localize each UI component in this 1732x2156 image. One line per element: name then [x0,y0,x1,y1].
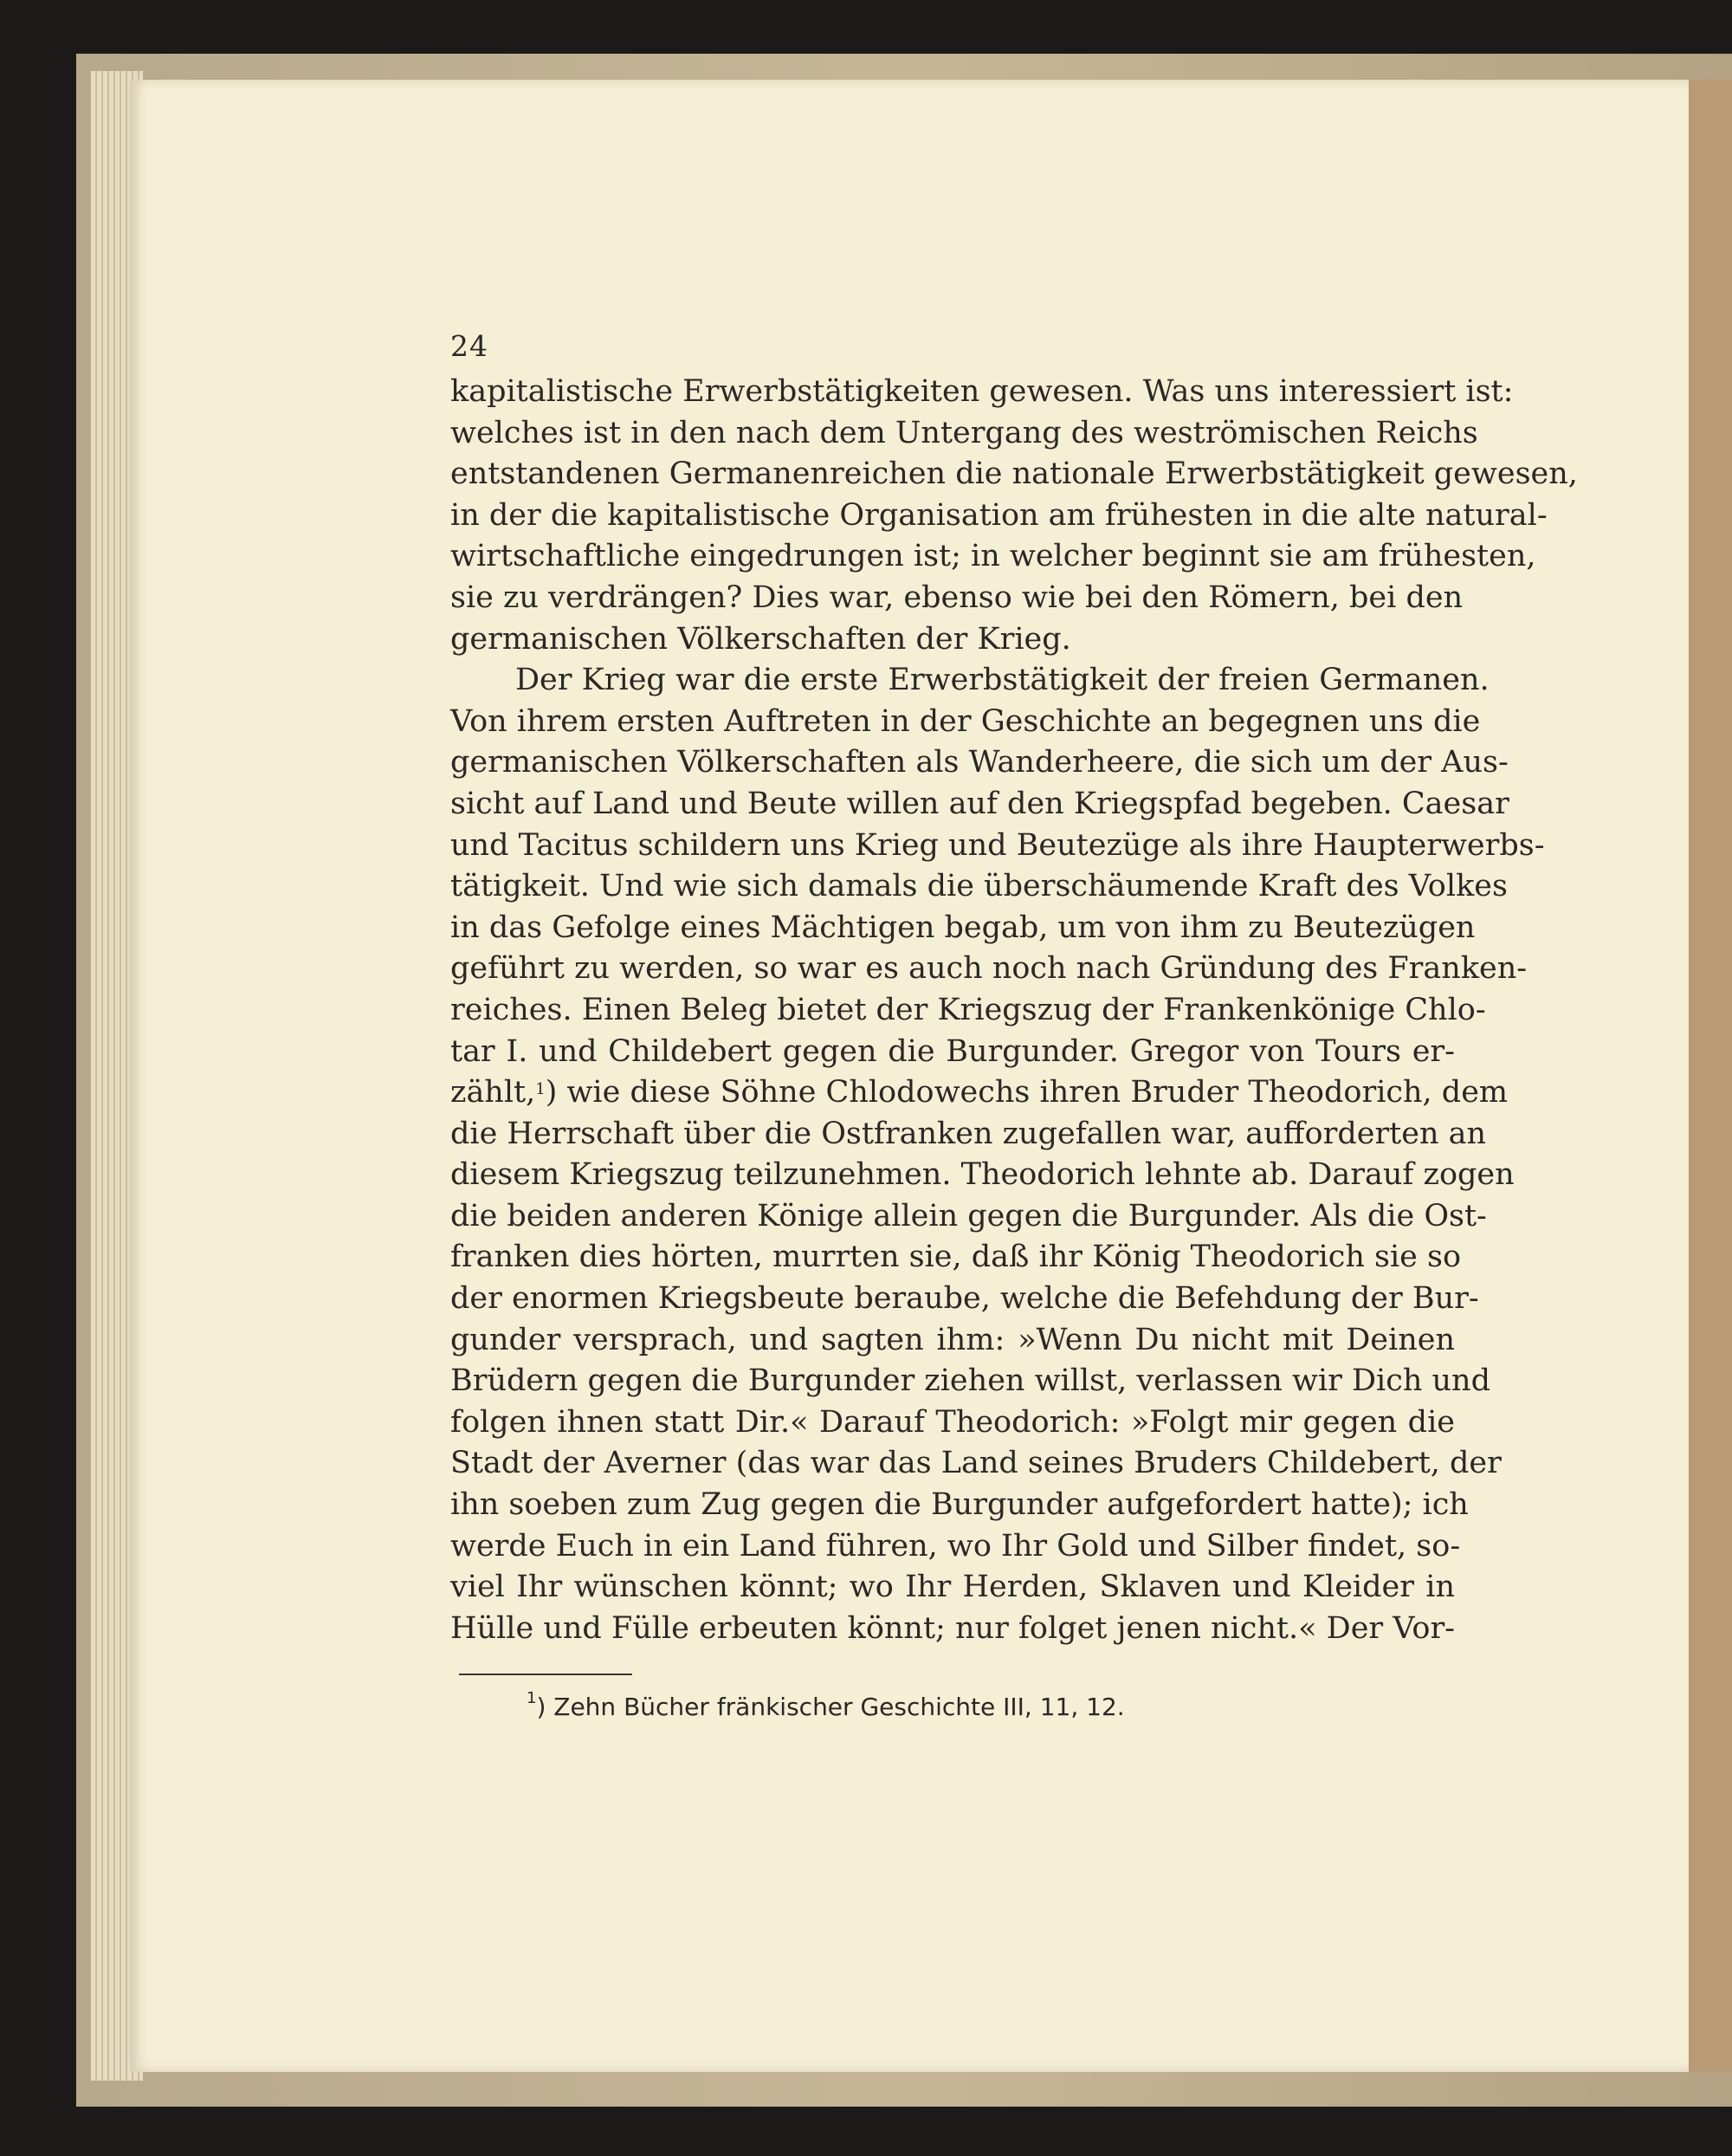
book-spine-edge [1687,80,1732,2072]
text-line: germanischen Völkerschaften der Krieg. [450,621,1071,657]
text-segment: zählt, [450,1075,536,1110]
text-line: ihn soeben zum Zug gegen die Burgunder aufgefordert hatte); ich [450,1487,1469,1523]
text-line: viel Ihr wünschen könnt; wo Ihr Herden, Sklaven und Kleider in [450,1570,1455,1605]
text-line: diesem Kriegszug teilzunehmen. Theodorich lehnte ab. Darauf zogen [450,1157,1515,1193]
text-line: Von ihrem ersten Auftreten in der Geschichte an begegnen uns die [450,703,1481,739]
text-line: welches ist in den nach dem Untergang des weströmischen Reichs [450,415,1478,450]
text-line: sicht auf Land und Beute willen auf den Kriegspfad begeben. Caesar [450,786,1509,821]
text-line: Brüdern gegen die Burgunder ziehen willst, verlassen wir Dich und [450,1363,1490,1399]
text-line: geführt zu werden, so war es auch noch nach Gründung des Franken- [450,951,1528,987]
footnote-text: ) Zehn Bücher fränkischer Geschichte III, 11, 12. [536,1693,1125,1722]
text-line: reiches. Einen Beleg bietet der Kriegszug der Frankenkönige Chlo- [450,992,1486,1027]
text-line: der enormen Kriegsbeute beraube, welche die Befehdung der Bur- [450,1281,1479,1317]
text-line: entstandenen Germanenreichen die nationale Erwerbstätigkeit gewesen, [450,456,1578,492]
text-line: und Tacitus schildern uns Krieg und Beutezüge als ihre Haupterwerbs- [450,827,1545,863]
text-line: Stadt der Averner (das war das Land seines Bruders Childebert, der [450,1446,1502,1481]
text-line: tätigkeit. Und wie sich damals die überschäumende Kraft des Volkes [450,869,1508,904]
text-line: die beiden anderen Könige allein gegen die Burgunder. Als die Ost- [450,1198,1487,1233]
footnote [527,1689,1455,1722]
text-line: werde Euch in ein Land führen, wo Ihr Gold und Silber findet, so- [450,1528,1461,1564]
footnote-divider [459,1674,632,1675]
paragraph-2 [450,660,1545,1649]
text-line: gunder versprach, und sagten ihm: »Wenn Du nicht mit Deinen [450,1322,1455,1357]
text-line: Der Krieg war die erste Erwerbstätigkeit der freien Germanen. [515,663,1490,698]
text-line: folgen ihnen statt Dir.« Darauf Theodorich: »Folgt mir gegen die [450,1404,1455,1440]
text-line: franken dies hörten, murrten sie, daß ihr König Theodorich sie so [450,1240,1462,1275]
text-line: wirtschaftliche eingedrungen ist; in welcher beginnt sie am frühesten, [450,539,1536,574]
text-line: die Herrschaft über die Ostfranken zugefallen war, aufforderten an [450,1116,1487,1151]
text-line: kapitalistische Erwerbstätigkeiten gewesen. Was uns interessiert ist: [450,374,1514,409]
page-number: 24 [450,329,488,363]
footnote-mark: 1 [527,1689,537,1708]
footnote-reference[interactable]: 1 [535,1080,546,1099]
text-line: Hülle und Fülle erbeuten könnt; nur folget jenen nicht.« Der Vor- [450,1610,1455,1646]
text-line-with-footnote [450,1072,1509,1114]
page-content [450,329,1578,1722]
text-line: germanischen Völkerschaften als Wanderheere, die sich um der Aus- [450,745,1509,780]
text-line: in das Gefolge eines Mächtigen begab, um von ihm zu Beutezügen [450,910,1476,945]
text-line: tar I. und Childebert gegen die Burgunder. Gregor von Tours er- [450,1033,1455,1069]
text-line: sie zu verdrängen? Dies war, ebenso wie bei den Römern, bei den [450,579,1464,615]
text-segment: ) wie diese Söhne Chlodowechs ihren Bruder Theodorich, dem [545,1075,1509,1110]
paragraph-1 [450,372,1578,660]
text-line: in der die kapitalistische Organisation am frühesten in die alte natural- [450,497,1548,533]
